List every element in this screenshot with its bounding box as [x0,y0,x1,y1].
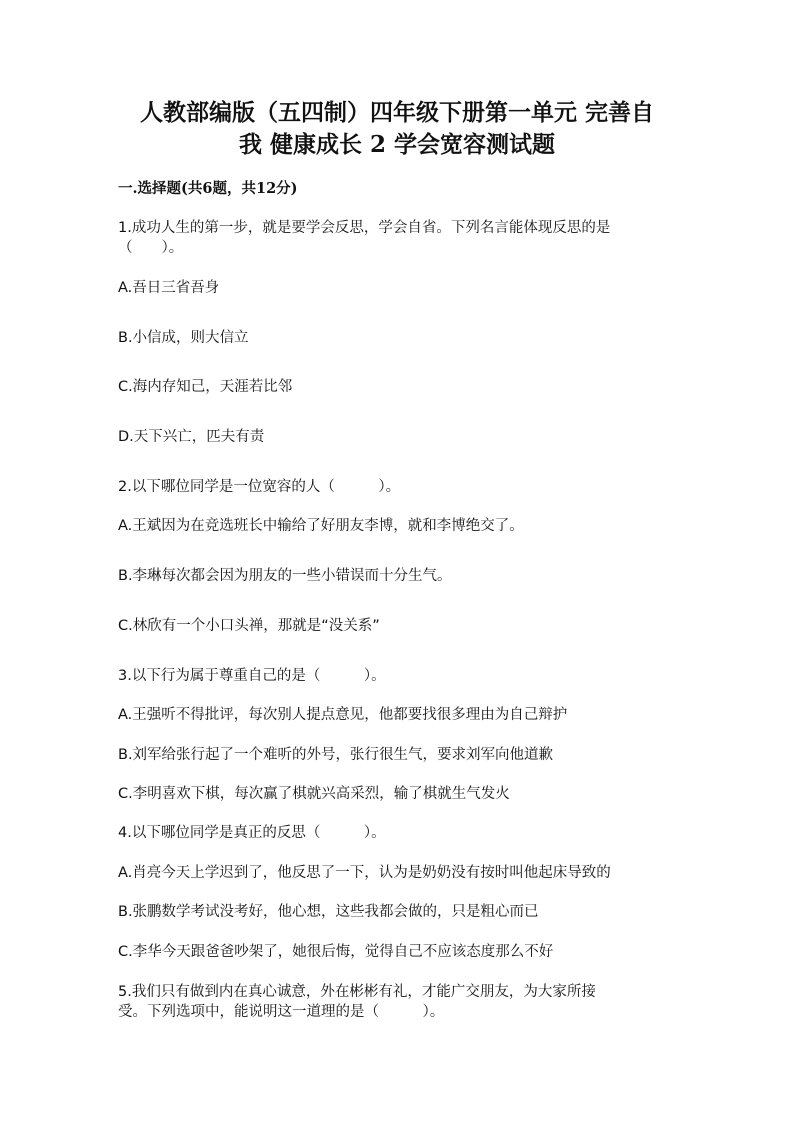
question-1-option-b: B.小信成，则大信立 [118,330,249,346]
question-2-stem: 2.以下哪位同学是一位宽容的人（ ）。 [118,479,401,495]
question-1-option-d: D.天下兴亡，匹夫有责 [118,429,265,445]
question-5-stem: 5.我们只有做到内在真心诚意，外在彬彬有礼，才能广交朋友，为大家所接 [118,984,596,1000]
question-1-option-a: A.吾日三省吾身 [118,280,220,296]
question-3-option-a: A.王强听不得批评，每次别人提点意见，他都要找很多理由为自己辩护 [118,707,568,723]
question-4-option-a: A.肖亮今天上学迟到了，他反思了一下，认为是奶奶没有按时叫他起床导致的 [118,865,611,881]
question-3-option-b: B.刘军给张行起了一个难听的外号，张行很生气，要求刘军向他道歉 [118,747,554,763]
question-4-option-b: B.张鹏数学考试没考好，他心想，这些我都会做的，只是粗心而已 [118,904,539,920]
title-line-1: 人教部编版（五四制）四年级下册第一单元 完善自 [139,99,654,126]
question-3-stem: 3.以下行为属于尊重自己的是（ ）。 [118,668,386,684]
question-5-stem-cont: 受。下列选项中，能说明这一道理的是（ ）。 [118,1004,445,1020]
question-4-option-c: C.李华今天跟爸爸吵架了，她很后悔，觉得自己不应该态度那么不好 [118,944,554,960]
title-line-2: 我 健康成长 2 学会宽容测试题 [238,131,556,158]
question-2-option-a: A.王斌因为在竞选班长中输给了好朋友李博，就和李博绝交了。 [118,518,524,534]
question-2-option-c: C.林欣有一个小口头禅，那就是“没关系” [118,618,380,634]
question-1-option-c: C.海内存知己，天涯若比邻 [118,379,293,395]
question-2-option-b: B.李琳每次都会因为朋友的一些小错误而十分生气。 [118,568,452,584]
question-1-stem-cont: （ ）。 [118,240,184,256]
question-3-option-c: C.李明喜欢下棋，每次赢了棋就兴高采烈，输了棋就生气发火 [118,786,510,802]
question-1-stem: 1.成功人生的第一步，就是要学会反思，学会自省。下列名言能体现反思的是 [118,220,611,236]
question-4-stem: 4.以下哪位同学是真正的反思（ ）。 [118,825,386,841]
section-heading: 一.选择题(共6题，共12分) [118,180,298,197]
